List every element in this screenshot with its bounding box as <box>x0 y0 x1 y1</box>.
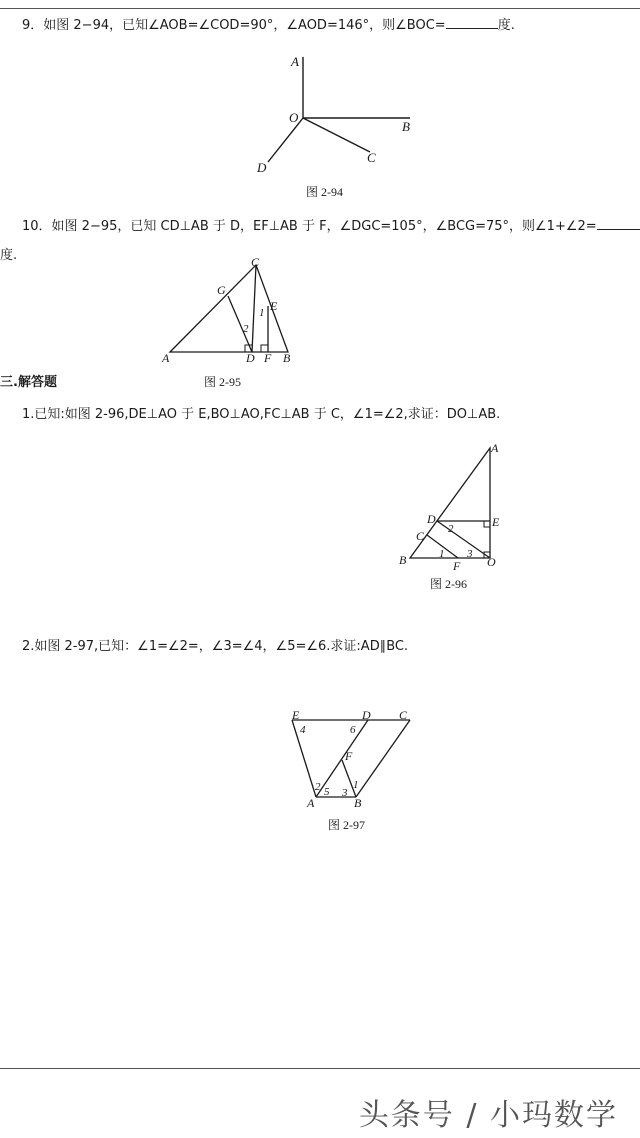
watermark: 头条号 / 小玛数学 <box>358 1098 618 1133</box>
label-a: A <box>162 351 170 365</box>
question-9-suffix: 度. <box>497 18 515 33</box>
label-f: F <box>453 559 461 573</box>
problem-2-text: 2.如图 2-97,已知：∠1=∠2=，∠3=∠4，∠5=∠6.求证:AD∥BC. <box>22 639 409 654</box>
label-b: B <box>402 119 410 134</box>
label-e: E <box>492 515 500 529</box>
label-a: A <box>491 441 499 455</box>
figure-caption: 图 2-95 <box>204 375 241 389</box>
label-angle-3: 3 <box>342 787 348 799</box>
question-10-text: 10．如图 2−95，已知 CD⊥AB 于 D，EF⊥AB 于 F，∠DGC=105°，∠BCG=75°，则∠1+∠2= <box>22 219 597 234</box>
label-a: A <box>307 796 315 810</box>
label-f: F <box>345 749 353 763</box>
label-e: E <box>292 708 300 722</box>
label-o: O <box>289 110 299 125</box>
label-angle-2: 2 <box>448 523 454 535</box>
label-angle-1: 1 <box>439 548 445 560</box>
label-d: D <box>257 160 267 175</box>
label-e: E <box>270 299 278 313</box>
label-f: F <box>264 351 272 365</box>
label-angle-1: 1 <box>353 779 359 791</box>
label-angle-4: 4 <box>300 724 306 736</box>
label-d: D <box>362 708 371 722</box>
problem-1-text: 1.已知:如图 2-96,DE⊥AO 于 E,BO⊥AO,FC⊥AB 于 C，∠1=∠2,求证：DO⊥AB. <box>22 407 501 422</box>
label-b: B <box>283 351 291 365</box>
label-c: C <box>251 255 260 269</box>
label-o: O <box>487 555 496 569</box>
bottom-rule <box>0 1068 640 1069</box>
label-d: D <box>246 351 255 365</box>
segment-bc <box>356 720 410 797</box>
section-title: 三.解答题 <box>0 375 57 390</box>
label-c: C <box>416 529 425 543</box>
label-angle-2: 2 <box>315 781 321 793</box>
label-angle-3: 3 <box>467 548 473 560</box>
label-b: B <box>354 796 362 810</box>
figure-caption: 图 2-94 <box>306 185 343 199</box>
figure-caption: 图 2-97 <box>328 818 365 832</box>
label-d: D <box>427 512 436 526</box>
label-g: G <box>217 283 226 297</box>
label-a: A <box>291 54 299 69</box>
figure-caption: 图 2-96 <box>430 577 467 591</box>
label-angle-6: 6 <box>350 724 356 736</box>
question-10-suffix: 度. <box>0 248 18 263</box>
label-angle-1: 1 <box>259 307 265 319</box>
label-c: C <box>399 708 408 722</box>
label-b: B <box>399 553 407 567</box>
question-9-text: 9．如图 2−94，已知∠AOB=∠COD=90°，∠AOD=146°，则∠BOC= <box>22 18 446 33</box>
label-c: C <box>367 150 376 165</box>
label-angle-2: 2 <box>243 323 249 335</box>
label-angle-5: 5 <box>324 786 330 798</box>
